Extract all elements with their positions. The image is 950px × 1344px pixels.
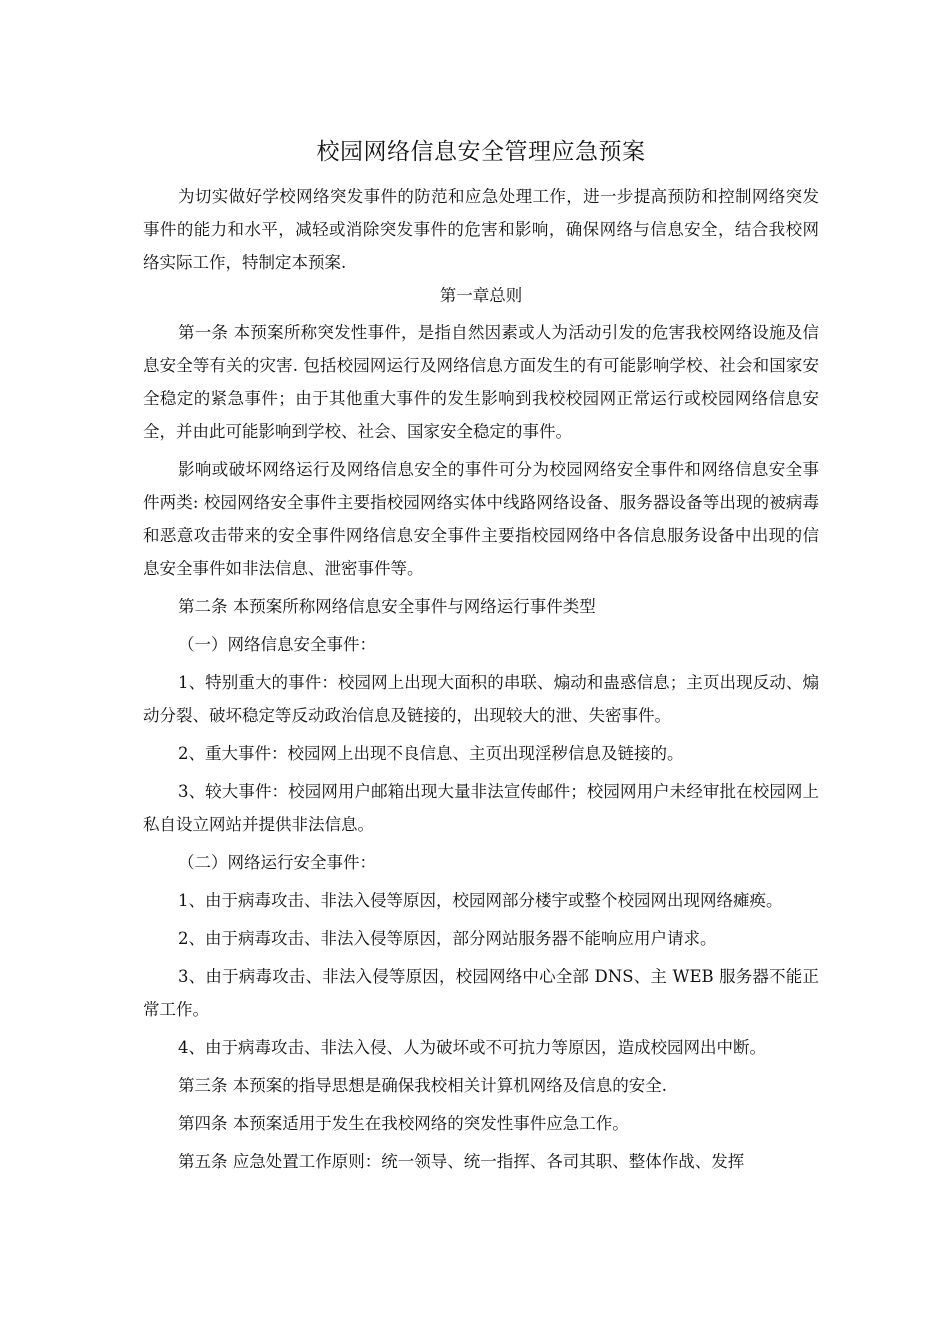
- paragraph-article-1: 第一条 本预案所称突发性事件，是指自然因素或人为活动引发的危害我校网络设施及信息安全等有关的灾害. 包括校园网运行及网络信息方面发生的有可能影响学校、社会和国家安全稳定的紧急事件；由于其他重大事件的发生影响到我校校园网正常运行或校园网络信息安全，并由此可能影响到学校、社会、国家安全稳定的事件。: [143, 323, 819, 441]
- paragraph-article-2: 第二条 本预案所称网络信息安全事件与网络运行事件类型: [178, 597, 596, 616]
- chapter-heading: 第一章总则: [439, 286, 523, 305]
- subheading-network-events: （二）网络运行安全事件：: [178, 853, 376, 872]
- document-page: [143, 128, 819, 1183]
- paragraph-article-3: 第三条 本预案的指导思想是确保我校相关计算机网络及信息的安全.: [178, 1076, 667, 1095]
- list-item-info-1: 1、特别重大的事件：校园网上出现大面积的串联、煽动和蛊惑信息；主页出现反动、煽动分裂、破坏稳定等反动政治信息及链接的，出现较大的泄、失密事件。: [143, 673, 819, 725]
- paragraph-article-5: 第五条 应急处置工作原则：统一领导、统一指挥、各司其职、整体作战、发挥: [178, 1152, 745, 1171]
- list-item-info-2: 2、重大事件：校园网上出现不良信息、主页出现淫秽信息及链接的。: [178, 744, 684, 763]
- list-item-net-3: 3、由于病毒攻击、非法入侵等原因，校园网络中心全部 DNS、主 WEB 服务器不能正常工作。: [143, 967, 819, 1019]
- intro-paragraph: 为切实做好学校网络突发事件的防范和应急处理工作，进一步提高预防和控制网络突发事件的能力和水平，减轻或消除突发事件的危害和影响，确保网络与信息安全，结合我校网络实际工作，特制定本预案.: [143, 187, 819, 272]
- paragraph-article-4: 第四条 本预案适用于发生在我校网络的突发性事件应急工作。: [178, 1114, 629, 1133]
- list-item-net-1: 1、由于病毒攻击、非法入侵等原因，校园网部分楼宇或整个校园网出现网络瘫痪。: [178, 891, 783, 910]
- paragraph-event-categories: 影响或破坏网络运行及网络信息安全的事件可分为校园网络安全事件和网络信息安全事件两类: 校园网络安全事件主要指校园网络实体中线路网络设备、服务器设备等出现的被病毒和恶意攻击带来的安全事件网络信息安全事件主要指校园网络中各信息服务设备中出现的信息安全事件如非法信息、泄密事件等。: [143, 460, 819, 578]
- list-item-net-2: 2、由于病毒攻击、非法入侵等原因，部分网站服务器不能响应用户请求。: [178, 929, 717, 948]
- list-item-info-3: 3、较大事件：校园网用户邮箱出现大量非法宣传邮件；校园网用户未经审批在校园网上私自设立网站并提供非法信息。: [143, 782, 819, 834]
- list-item-net-4: 4、由于病毒攻击、非法入侵、人为破坏或不可抗力等原因，造成校园网出中断。: [178, 1038, 766, 1057]
- subheading-info-security-events: （一）网络信息安全事件：: [178, 635, 376, 654]
- document-title: 校园网络信息安全管理应急预案: [316, 139, 646, 165]
